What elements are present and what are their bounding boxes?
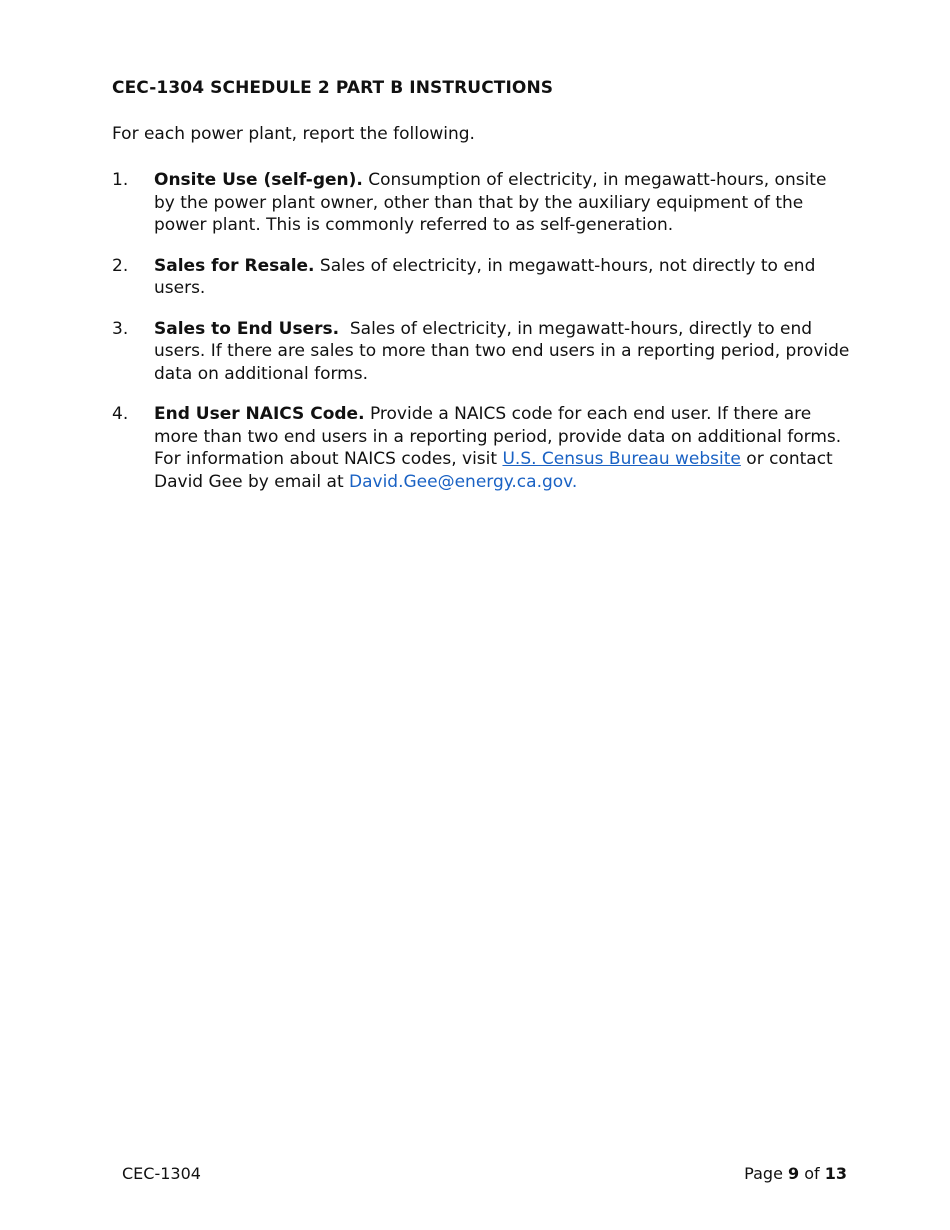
- item-title: Sales for Resale.: [154, 255, 315, 276]
- item-number: 2.: [112, 255, 129, 276]
- email-link[interactable]: David.Gee@energy.ca.gov.: [349, 471, 578, 492]
- page-label: Page: [744, 1164, 788, 1183]
- page-number: [744, 1164, 847, 1183]
- item-number: 1.: [112, 170, 129, 190]
- list-item: [112, 403, 852, 493]
- footer-form-id: CEC-1304: [122, 1164, 201, 1183]
- list-item: [112, 318, 855, 386]
- page-total: 13: [824, 1164, 847, 1183]
- item-number: 4.: [112, 404, 129, 424]
- item-text: Sales of electricity, in megawatt-hours, directly to end users. If there are sales to more than two end users in a reporting period, provide data on additional forms.: [154, 318, 855, 384]
- item-text: Provide a NAICS code for each end user. If there are more than two end users in a reporting period, provide data on additional forms. For information about NAICS codes, visit: [154, 404, 842, 469]
- item-title: End User NAICS Code.: [154, 404, 365, 424]
- item-text: Consumption of electricity, in megawatt-hours, onsite by the power plant owner, other than that by the auxiliary equipment of the power plant. This is commonly referred to as self-generation.: [154, 170, 827, 235]
- item-title: Onsite Use (self-gen).: [154, 170, 363, 190]
- instruction-list: [112, 169, 855, 511]
- census-bureau-link[interactable]: U.S. Census Bureau website: [502, 449, 741, 469]
- item-title: Sales to End Users.: [154, 318, 340, 339]
- item-text: Sales of electricity, in megawatt-hours, not directly to end users.: [154, 255, 816, 298]
- list-item: [112, 255, 852, 300]
- item-text: or contact David Gee by email at: [154, 449, 833, 492]
- list-item: [112, 169, 852, 237]
- page-current: 9: [788, 1164, 800, 1183]
- of-label: of: [799, 1164, 825, 1183]
- item-number: 3.: [112, 318, 129, 339]
- page-heading: CEC-1304 SCHEDULE 2 PART B INSTRUCTIONS: [112, 78, 554, 98]
- intro-text: For each power plant, report the following.: [112, 124, 475, 144]
